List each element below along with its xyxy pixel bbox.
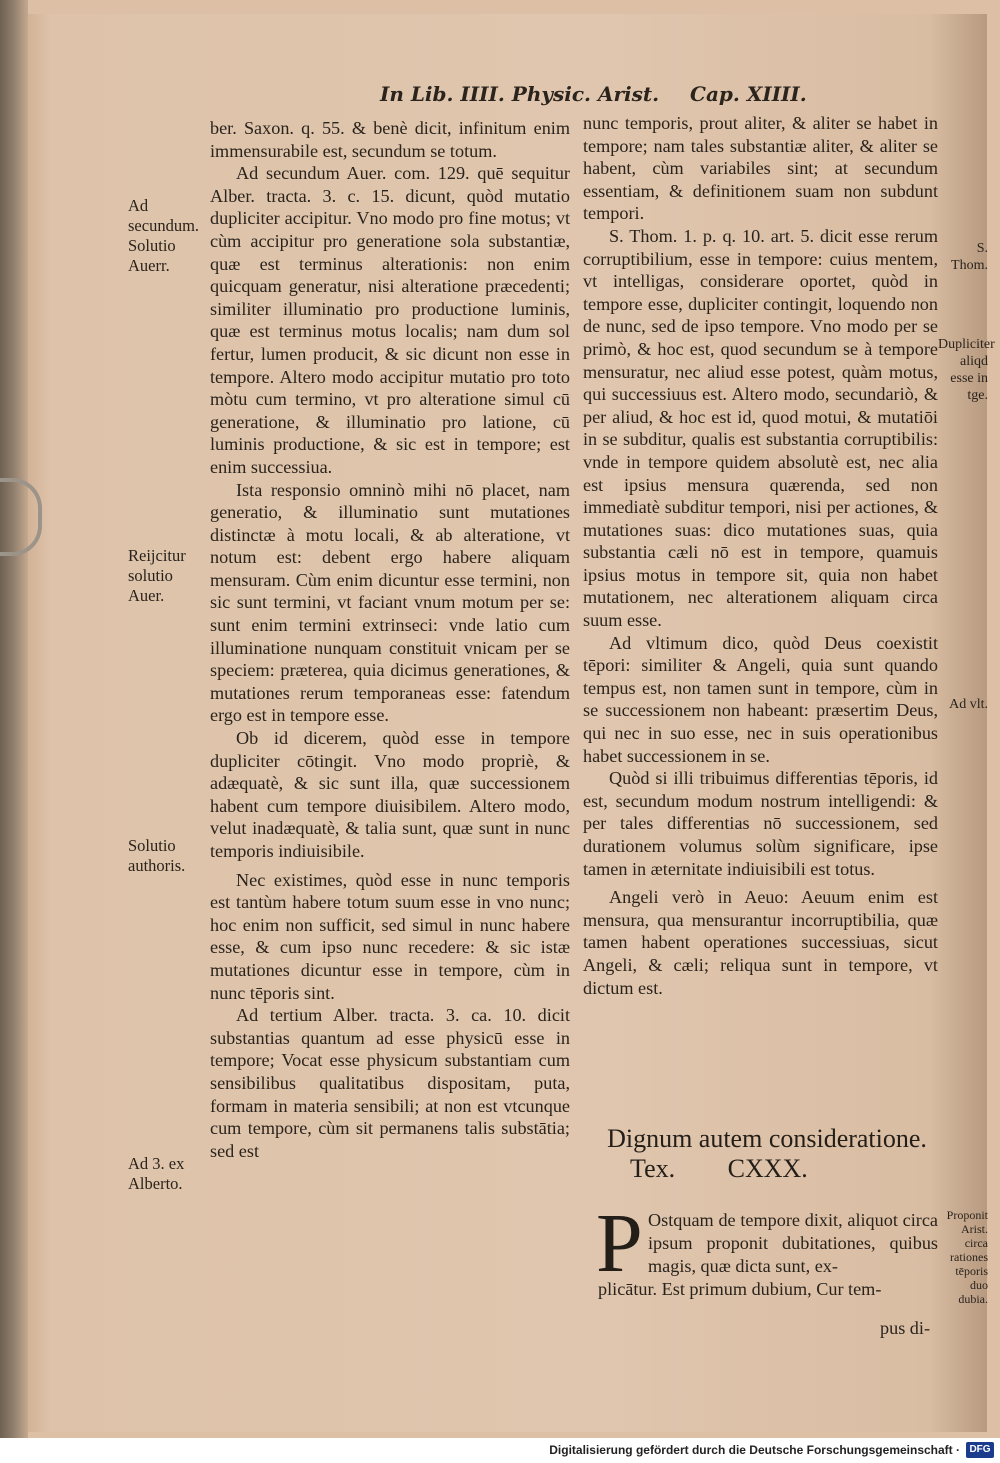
paragraph: S. Thom. 1. p. q. 10. art. 5. dicit esse rerum corruptibilium, esse in tempore: cuius mentem, vt intelligas, considerare oportet, quòd in tempore esse, dupliciter contingit, loquendo non de nunc, sed de ipso tempore. Vno modo per se primò, & hoc est, quod secundum se à tempore mensuratur, nec aliud esse potest, quàm motus, qui successiuus est. Altero modo, secundariò, & per aliud, & hoc est id, quod motui, & mutatiōi in se subditur, qualis est substantia corruptibilis: vnde in tempore quidem absolutè est, nec alia est ipsius mensura quærenda, sed non immediatè subditur tempori, nisi per actiones, & mutationes suas: dico mutationes suas, quia substantia cæli nō est in tempore, quamuis ipsius motus in tempore sit, quia non habet mutationem, nec alterationem aliquam circa suum esse. <box>583 225 938 631</box>
paragraph: Angeli verò in Aeuo: Aeuum enim est mensura, qua mensurantur incorruptibilia, quæ tamen habent operationes successiuas, sicut Angeli, & cæli; reliqua sunt in tempore, vt dictum est. <box>583 887 938 998</box>
margin-note: Ad vlt. <box>949 697 988 712</box>
paragraph: Ad tertium Alber. tracta. 3. ca. 10. dicit substantias quantum ad esse physicū esse in tempore; Vocat esse physicum substantiam cum sensibilibus qualitatibus dispositam, puta, formam in materia sensibili; at non est vtcunque cum tempore, cùm sit permanens talis substātia; sed est <box>210 1005 570 1161</box>
text-number-line <box>630 1154 890 1184</box>
section-opening-continued: plicātur. Est primum dubium, Cur tem- <box>598 1279 882 1299</box>
catchword: pus di- <box>880 1318 931 1338</box>
margin-note: Ad 3. ex Alberto. <box>128 1154 185 1193</box>
section-opening: Ostquam de tempore dixit, aliquot circa ipsum proponit dubitationes, quibus magis, quæ dicta sunt, ex- <box>648 1210 938 1276</box>
footer-credit: Digitalisierung gefördert durch die Deutsche Forschungsgemeinschaft · <box>549 1443 960 1457</box>
margin-note: Ad secundum. Solutio Auerr. <box>128 196 200 275</box>
running-head <box>380 82 807 106</box>
right-text-column <box>583 112 938 999</box>
paragraph: Quòd si illi tribuimus differentias tēporis, id est, secundum modum nostrum intelligendi: & per tales differentias nō successionem, sed durationem volumus solùm significare, ipse tamen in æternitate indiuisibili est totus. <box>583 768 938 879</box>
paragraph: ber. Saxon. q. 55. & benè dicit, infinitum enim immensurabile est, secundum se totum. <box>210 118 570 161</box>
paragraph: Ob id dicerem, quòd esse in tempore dupliciter cōtingit. Vno modo propriè, & adæquatè, & sic sunt illa, quæ successionem habent cum tempore diuisibilem. Altero modo, velut inadæquatè, & talia sunt, quæ sunt in nunc temporis indiuisibile. <box>210 728 570 861</box>
drop-capital: P <box>596 1197 643 1290</box>
margin-note: Proponit Arist. circa rationes tēporis duo dubia. <box>946 1208 988 1306</box>
paragraph: Nec existimes, quòd esse in nunc temporis est tantùm habere totum suum esse in vno nunc; hoc enim non sufficit, sed simul in nunc habere esse, & cum ipso nunc recedere: & sic istæ mutationes dicuntur esse in tempore, cùm in nunc tēporis sint. <box>210 869 570 1003</box>
margin-note: Solutio authoris. <box>128 836 186 875</box>
paragraph: nunc temporis, prout aliter, & aliter se habet in tempore; nam tales substantiæ aliter, & aliter se habent, cùm variabiles sint; at secundum essentiam, & definitionem suam non subdunt tempori. <box>583 113 938 224</box>
section-heading: Dignum autem consideratione. <box>607 1124 927 1153</box>
page-clip <box>0 478 42 556</box>
margin-note: Reijcitur solutio Auer. <box>128 546 186 605</box>
tex-number: CXXX. <box>727 1154 808 1183</box>
digitization-footer <box>0 1438 1000 1463</box>
binding-gutter <box>0 0 28 1438</box>
margin-note: S. Thom. <box>951 241 988 273</box>
paragraph: Ad secundum Auer. com. 129. quē sequitur Alber. tracta. 3. c. 15. dicunt, quòd mutatio dupliciter accipitur. Vno modo pro fine motus; vt cùm accipitur pro generatione sola substantiæ, quæ est terminus alterationis: non enim quicquam generatur, nisi alteratione præcedenti; similiter illuminatio pro productione luminis, quæ est terminus motus localis; nam dum sol fertur, lumen producit, & sic dicunt non esse in tempore. Altero modo accipitur mutatio pro toto mòtu cum termino, vt pro alteratione simul cū generatione, & illuminatio pro latione, cū luminis productione, & sic est in tempore; est enim successiua. <box>210 163 570 477</box>
paragraph: Ista responsio omninò mihi nō placet, nam generatio, & illuminatio sunt mutationes distinctæ à motu locali, & ab alteratione, vt notum est: debent ergo habere aliquam mensuram. Cùm enim dicuntur esse termini, non sic sunt termini, vt faciant vnum motum per se: sunt enim termini extrinseci: vnde latio cum illuminatione nunquam constituit vnicam per se speciem: præterea, quia dicimus generationes, & mutationes rerum temporaneas esse: fatendum ergo est in tempore esse. <box>210 479 570 726</box>
dfg-logo: DFG <box>966 1442 994 1458</box>
margin-note: Dupliciter aliqd esse in tge. <box>938 337 995 403</box>
running-head-chapter: Cap. XIIII. <box>690 82 807 106</box>
tex-label: Tex. <box>630 1154 676 1183</box>
left-text-column <box>210 117 570 1162</box>
paragraph: Ad vltimum dico, quòd Deus coexistit tēpori: similiter & Angeli, quia sunt quando tempus est, non tamen sunt in tempore, cùm in se successionem non habeant: præsertim Deus, qui nec in suo esse, nec in suis operationibus habet successionem in se. <box>583 632 938 766</box>
running-head-book: In Lib. IIII. Physic. Arist. <box>380 82 660 106</box>
